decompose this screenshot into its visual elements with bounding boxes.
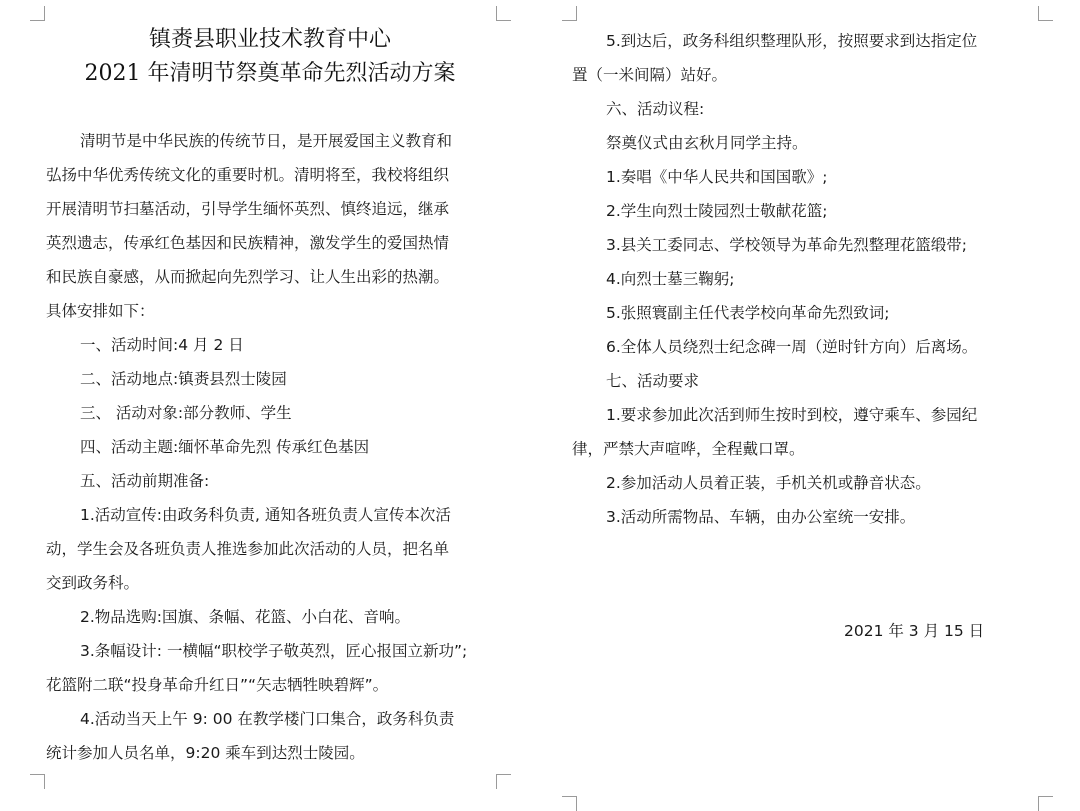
left-page-body: [46, 124, 498, 770]
crop-mark-top-right: [1038, 6, 1053, 21]
body-line: 弘扬中华优秀传统文化的重要时机。清明将至，我校将组织: [46, 166, 450, 184]
body-line: 交到政务科。: [46, 574, 140, 592]
crop-mark-top-left: [30, 6, 45, 21]
body-line: 置（一米间隔）站好。: [572, 66, 728, 84]
body-line: 祭奠仪式由玄秋月同学主持。: [606, 134, 808, 152]
body-line: 5.到达后，政务科组织整理队形，按照要求到达指定位: [606, 32, 978, 50]
agenda-item: 3.县关工委同志、学校领导为革命先烈整理花篮缎带;: [606, 236, 968, 254]
body-line: 和民族自豪感，从而掀起向先烈学习、让人生出彩的热潮。: [46, 268, 450, 286]
agenda-item: 1.奏唱《中华人民共和国国歌》;: [606, 168, 828, 186]
section-heading: 七、活动要求: [606, 372, 700, 390]
body-line: 动，学生会及各班负责人推选参加此次活动的人员，把名单: [46, 540, 450, 558]
document-title-organization: 镇赉县职业技术教育中心: [148, 27, 391, 52]
crop-mark-bottom-right: [1038, 796, 1053, 811]
body-line: 1.活动宣传:由政务科负责, 通知各班负责人宣传本次活: [80, 506, 451, 524]
body-line: 清明节是中华民族的传统节日，是开展爱国主义教育和: [80, 132, 453, 150]
body-line: 开展清明节扫墓活动，引导学生缅怀英烈、慎终追远，继承: [46, 200, 450, 218]
body-line: 英烈遗志，传承红色基因和民族精神，激发学生的爱国热情: [46, 234, 450, 252]
right-page-body: [572, 24, 1050, 534]
section-heading: 六、活动议程:: [606, 100, 705, 118]
requirement-item: 2.参加活动人员着正装，手机关机或静音状态。: [606, 474, 931, 492]
section-heading: 二、活动地点:镇赉县烈士陵园: [80, 370, 287, 388]
section-heading: 三、 活动对象:部分教师、学生: [80, 404, 292, 422]
agenda-item: 4.向烈士墓三鞠躬;: [606, 270, 735, 288]
requirement-item: 3.活动所需物品、车辆，由办公室统一安排。: [606, 508, 916, 526]
section-heading: 四、活动主题:缅怀革命先烈 传承红色基因: [80, 438, 370, 456]
body-line: 3.条幅设计: 一横幅“职校学子敬英烈，匠心报国立新功”;: [80, 642, 468, 660]
body-line: 2.物品选购:国旗、条幅、花篮、小白花、音响。: [80, 608, 411, 626]
section-heading: 一、活动时间:4 月 2 日: [80, 336, 244, 354]
section-heading: 五、活动前期准备:: [80, 472, 210, 490]
body-line: 4.活动当天上午 9: 00 在教学楼门口集合，政务科负责: [80, 710, 455, 728]
body-line: 统计参加人员名单，9:20 乘车到达烈士陵园。: [46, 744, 365, 762]
document-page-right: [540, 0, 1080, 810]
agenda-item: 5.张照寰副主任代表学校向革命先烈致词;: [606, 304, 890, 322]
document-title-plan: 2021 年清明节祭奠革命先烈活动方案: [84, 61, 456, 86]
body-line: 具体安排如下：: [46, 302, 155, 320]
agenda-item: 6.全体人员绕烈士纪念碑一周（逆时针方向）后离场。: [606, 338, 978, 356]
agenda-item: 2.学生向烈士陵园烈士敬献花篮;: [606, 202, 828, 220]
crop-mark-bottom-right: [496, 774, 511, 789]
crop-mark-bottom-left: [30, 774, 45, 789]
requirement-item: 律，严禁大声喧哗，全程戴口罩。: [572, 440, 805, 458]
document-page-left: [0, 0, 540, 810]
document-date: 2021 年 3 月 15 日: [844, 622, 985, 640]
crop-mark-top-right: [496, 6, 511, 21]
requirement-item: 1.要求参加此次活到师生按时到校，遵守乘车、参园纪: [606, 406, 978, 424]
crop-mark-bottom-left: [562, 796, 577, 811]
crop-mark-top-left: [562, 6, 577, 21]
body-line: 花篮附二联“投身革命升红日”“矢志牺牲映碧辉”。: [46, 676, 389, 694]
